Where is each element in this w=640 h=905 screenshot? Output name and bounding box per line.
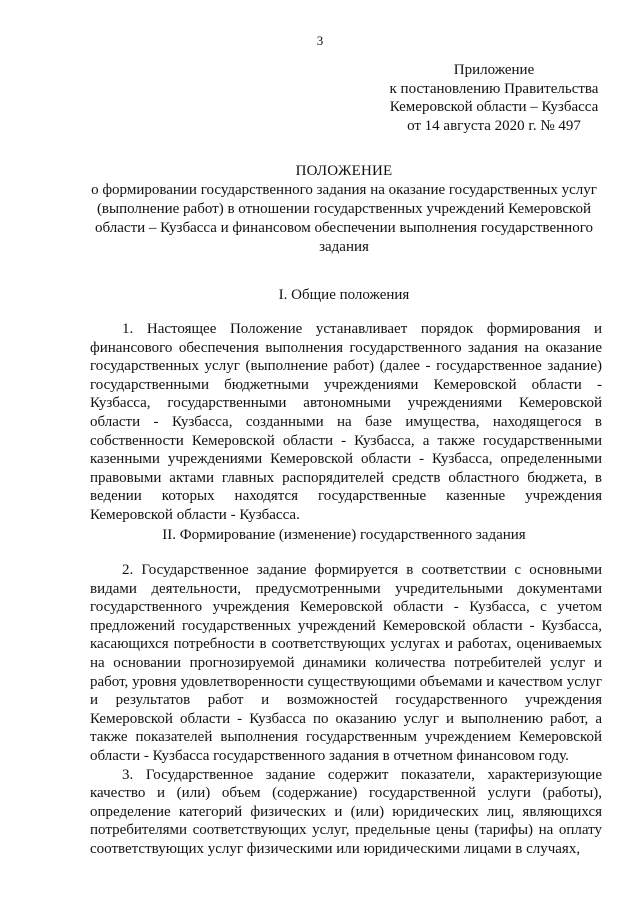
approval-line-region: Кемеровской области – Кузбасса	[389, 99, 599, 115]
page-number: 3	[316, 33, 324, 48]
document-subtitle: о формировании государственного задания на оказание государственных услуг (выполнение работ) в отношении государственных учреждений Кемеровской области – Кузбасса и финансовом обеспечении выполнения государственного задания	[91, 182, 597, 255]
section-2-body	[90, 561, 602, 859]
document-title-block	[90, 162, 598, 257]
approval-line-date: от 14 августа 2020 г. № 497	[407, 117, 581, 134]
approval-line-appendix: Приложение	[453, 62, 535, 78]
approval-line-resolution: к постановлению Правительства	[389, 80, 599, 97]
section-2-heading: II. Формирование (изменение) государственного задания	[162, 527, 526, 543]
section-1-heading: I. Общие положения	[278, 287, 410, 303]
document-title: ПОЛОЖЕНИЕ	[295, 163, 393, 179]
section-1-body	[90, 320, 602, 525]
approval-stamp-block	[384, 61, 604, 135]
paragraph-1: 1. Настоящее Положение устанавливает порядок формирования и финансового обеспечения выполнения государственного задания на оказание государственных услуг (выполнение работ) (далее - государственное задание) государственными бюджетными учреждениями Кемеровской области - Кузбасса, государственными автономными учреждениями Кемеровской области - Кузбасса, созданными на базе имущества, находящегося в собственности Кемеровской области - Кузбасса, а также государственными казенными учреждениями Кемеровской области - Кузбасса, определенными правовыми актами главных распорядителей средств областного бюджета, в ведении которых находятся государственные казенные учреждения Кемеровской области - Кузбасса.	[90, 321, 602, 523]
paragraph-3: 3. Государственное задание содержит показатели, характеризующие качество и (или) объем (содержание) государственной услуги (работы), определение категорий физических и (или) юридических лиц, являющихся потребителями соответствующих услуг, предельные цены (тарифы) на оплату соответствующих услуг физическими или юридическими лицами в случаях,	[90, 766, 602, 857]
paragraph-2: 2. Государственное задание формируется в соответствии с основными видами деятельности, предусмотренными учредительными документами государственного учреждения Кемеровской области - Кузбасса, с учетом предложений государственных учреждений Кемеровской области - Кузбасса, касающихся потребности в соответствующих услугах и работах, оцениваемых на основании прогнозируемой динамики количества потребителей услуг и работ, уровня удовлетворенности существующими объемами и качеством услуг и результатов работ и возможностей государственного учреждения Кемеровской области - Кузбасса по оказанию услуг и выполнению работ, а также показателей выполнения государственным учреждением Кемеровской области - Кузбасса государственного задания в отчетном финансовом году.	[90, 562, 602, 764]
